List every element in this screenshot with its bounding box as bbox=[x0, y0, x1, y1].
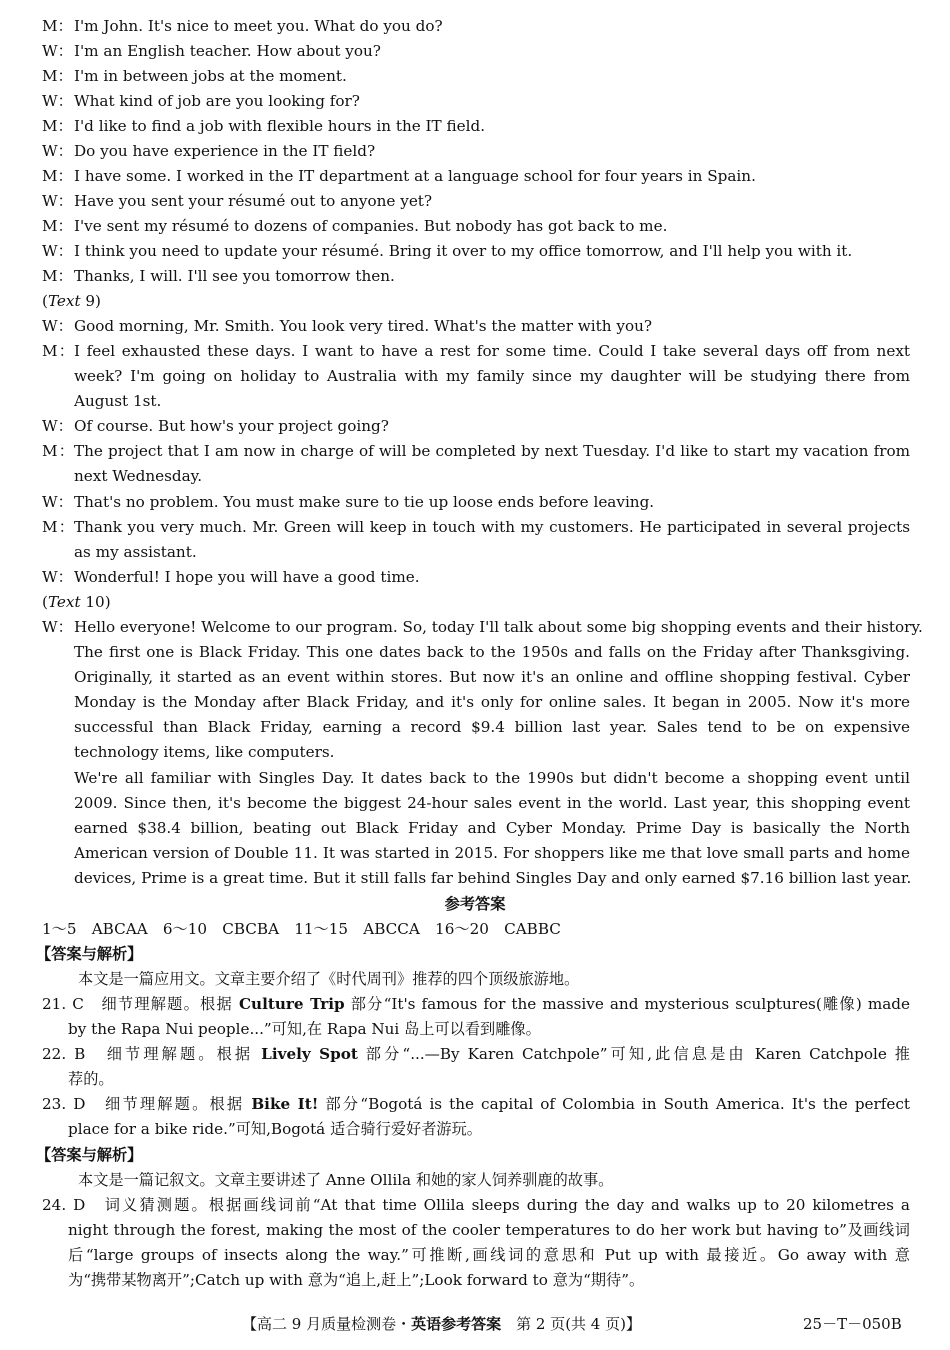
question-24-cont: 后“large groups of insects along the way.”可推断,画线词的意思和 Put up with 最接近。Go away with 意 bbox=[68, 1246, 910, 1264]
dialogue-line: M：Thank you very much. Mr. Green will keep in touch with my customers. He participated in several projects bbox=[42, 515, 910, 540]
speaker: W： bbox=[42, 618, 73, 636]
speaker: M： bbox=[42, 117, 73, 135]
dialogue-line: M：I'm in between jobs at the moment. bbox=[42, 64, 910, 89]
dialogue-line: M：I'd like to find a job with flexible hours in the IT field. bbox=[42, 114, 910, 139]
dialogue-line: W：Do you have experience in the IT field? bbox=[42, 139, 910, 164]
monologue-line: Originally, it started as an event within stores. But now it's an online and offline shopping festival. Cyber bbox=[74, 668, 910, 686]
monologue-line: We're all familiar with Singles Day. It dates back to the 1990s but didn't become a shopping event until bbox=[74, 769, 910, 787]
speaker: W： bbox=[42, 142, 73, 160]
speaker: W： bbox=[42, 92, 73, 110]
speaker: M： bbox=[42, 342, 74, 360]
footer-code: 25－T－050B bbox=[803, 1315, 902, 1333]
dialogue-line: M：I have some. I worked in the IT department at a language school for four years in Spain. bbox=[42, 164, 910, 189]
question-24: 24. D 词义猜测题。根据画线词前“At that time Ollila sleeps during the day and walks up to 20 kilometres a bbox=[42, 1196, 910, 1214]
speaker: M： bbox=[42, 167, 73, 185]
monologue-line: Monday is the Monday after Black Friday, and it's only for online sales. It began in 2005. Now it's more bbox=[74, 693, 910, 711]
monologue-line: successful than Black Friday, earning a record $9.4 billion last year. Sales tend to be on expensive bbox=[74, 718, 910, 736]
speaker: W： bbox=[42, 417, 73, 435]
speaker: M： bbox=[42, 17, 73, 35]
speaker: W： bbox=[42, 242, 73, 260]
speaker: W： bbox=[42, 493, 73, 511]
dialogue-line: M：I feel exhausted these days. I want to have a rest for some time. Could I take several days off from next bbox=[42, 339, 910, 364]
footer-title: 【高二 9 月质量检测卷・英语参考答案 第 2 页(共 4 页)】 bbox=[242, 1315, 641, 1333]
dialogue-line: W：That's no problem. You must make sure to tie up loose ends before leaving. bbox=[42, 490, 910, 515]
dialogue-line: M：I've sent my résumé to dozens of companies. But nobody has got back to me. bbox=[42, 214, 910, 239]
monologue-line: technology items, like computers. bbox=[74, 743, 335, 761]
monologue-line: earned $38.4 billion, beating out Black Friday and Cyber Monday. Prime Day is basically the North bbox=[74, 819, 910, 837]
passage-intro: 本文是一篇记叙文。文章主要讲述了 Anne Ollila 和她的家人饲养驯鹿的故事。 bbox=[78, 1171, 614, 1189]
speaker: M： bbox=[42, 267, 73, 285]
question-24-cont: night through the forest, making the most of the cooler temperatures to do her work but having to”及画线词 bbox=[68, 1221, 910, 1239]
dialogue-line: M：I'm John. It's nice to meet you. What do you do? bbox=[42, 14, 910, 39]
question-22: 22. B 细节理解题。根据 Lively Spot 部分“...—By Karen Catchpole”可知,此信息是由 Karen Catchpole 推 bbox=[42, 1045, 910, 1063]
speaker: M： bbox=[42, 442, 74, 460]
monologue-line: American version of Double 11. It was started in 2015. For shoppers like me that love small parts and home bbox=[74, 844, 910, 862]
dialogue-line: W：I think you need to update your résumé. Bring it over to my office tomorrow, and I'll help you with it. bbox=[42, 239, 910, 264]
question-24-cont: 为“携带某物离开”;Catch up with 意为“追上,赶上”;Look forward to 意为“期待”。 bbox=[68, 1271, 645, 1289]
monologue-line: The first one is Black Friday. This one dates back to the 1950s and falls on the Friday after Thanksgiving. bbox=[74, 643, 910, 661]
monologue-line: 2009. Since then, it's become the biggest 24-hour sales event in the world. Last year, this shopping event bbox=[74, 794, 910, 812]
answer-key: 1～5 ABCAA 6～10 CBCBA 11～15 ABCCA 16～20 CABBC bbox=[42, 920, 561, 938]
dialogue-continuation: as my assistant. bbox=[74, 543, 197, 561]
dialogue-line: W：What kind of job are you looking for? bbox=[42, 89, 910, 114]
dialogue-continuation: August 1st. bbox=[74, 392, 162, 410]
speaker: M： bbox=[42, 217, 73, 235]
speaker: W： bbox=[42, 317, 73, 335]
answers-title: 参考答案 bbox=[444, 895, 506, 913]
question-23: 23. D 细节理解题。根据 Bike It! 部分“Bogotá is the capital of Colombia in South America. It's the perfect bbox=[42, 1095, 910, 1113]
speaker: M： bbox=[42, 67, 73, 85]
dialogue-line: M：Thanks, I will. I'll see you tomorrow then. bbox=[42, 264, 910, 289]
dialogue-line: W：Wonderful! I hope you will have a good time. bbox=[42, 565, 910, 590]
question-21: 21. C 细节理解题。根据 Culture Trip 部分“It's famous for the massive and mysterious sculptures(雕像) made bbox=[42, 995, 910, 1013]
dialogue-line: M：The project that I am now in charge of will be completed by next Tuesday. I'd like to start my vacation from bbox=[42, 439, 910, 464]
dialogue-line: W：Of course. But how's your project going? bbox=[42, 414, 910, 439]
speaker: W： bbox=[42, 42, 73, 60]
speaker: M： bbox=[42, 518, 74, 536]
question-23-cont: place for a bike ride.”可知,Bogotá 适合骑行爱好者游玩。 bbox=[68, 1120, 482, 1138]
section-heading: 【答案与解析】 bbox=[36, 945, 143, 963]
text-9-label: (Text 9) bbox=[42, 292, 101, 310]
dialogue-line: W：Have you sent your résumé out to anyone yet? bbox=[42, 189, 910, 214]
speaker: W： bbox=[42, 568, 73, 586]
dialogue-line: W：Good morning, Mr. Smith. You look very tired. What's the matter with you? bbox=[42, 314, 910, 339]
question-21-cont: by the Rapa Nui people...”可知,在 Rapa Nui 岛上可以看到雕像。 bbox=[68, 1020, 541, 1038]
question-22-cont: 荐的。 bbox=[68, 1070, 114, 1088]
dialogue-line: W：I'm an English teacher. How about you? bbox=[42, 39, 910, 64]
monologue-line: devices, Prime is a great time. But it still falls far behind Singles Day and only earned $7.16 billion last year. bbox=[74, 869, 912, 887]
dialogue-continuation: next Wednesday. bbox=[74, 467, 203, 485]
passage-intro: 本文是一篇应用文。文章主要介绍了《时代周刊》推荐的四个顶级旅游地。 bbox=[78, 970, 580, 988]
section-heading: 【答案与解析】 bbox=[36, 1146, 143, 1164]
speaker: W： bbox=[42, 192, 73, 210]
dialogue-continuation: week? I'm going on holiday to Australia with my family since my daughter will be studying there from bbox=[74, 367, 910, 385]
dialogue-line: W：Hello everyone! Welcome to our program. So, today I'll talk about some big shopping events and their history. bbox=[42, 615, 910, 640]
text-10-label: (Text 10) bbox=[42, 593, 111, 611]
